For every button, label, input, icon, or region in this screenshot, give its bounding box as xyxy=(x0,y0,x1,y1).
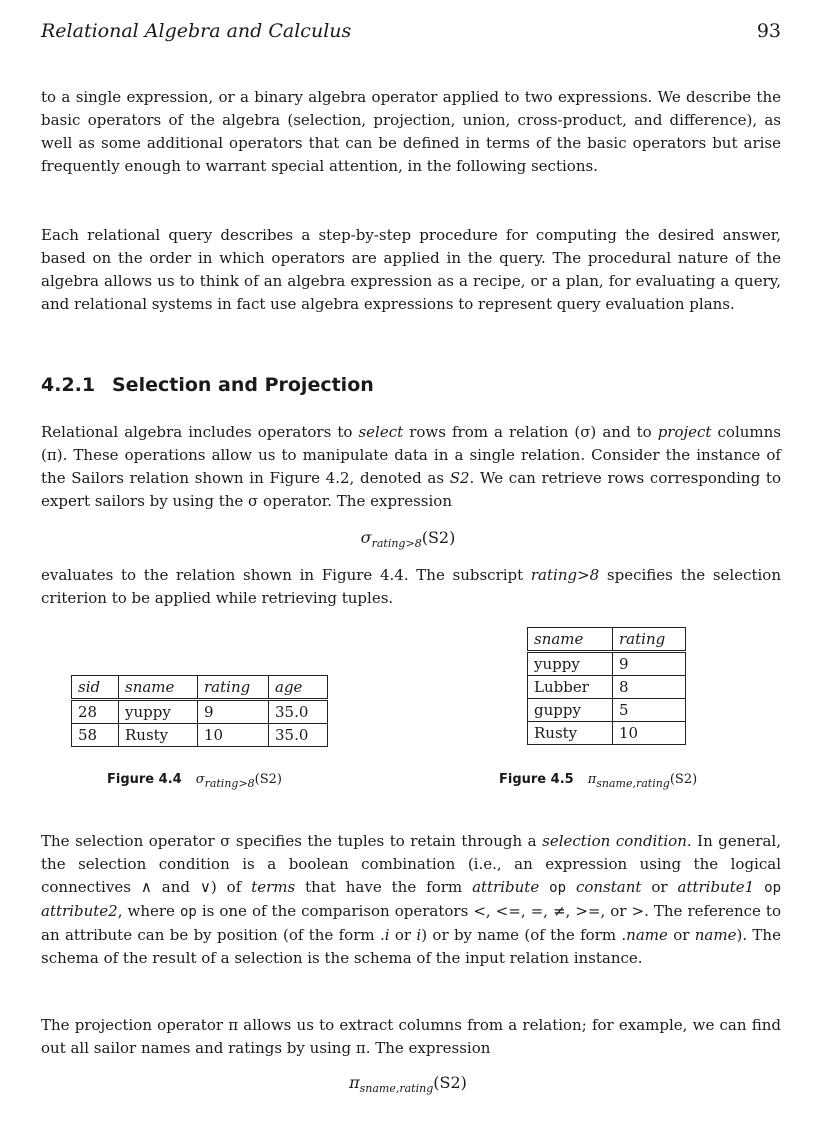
subscript: rating>8 xyxy=(371,537,422,550)
table-row xyxy=(528,676,686,699)
sigma-symbol: σ xyxy=(195,772,205,787)
table-cell: Lubber xyxy=(528,676,613,699)
text-run: or xyxy=(641,878,678,896)
running-title: Relational Algebra and Calculus xyxy=(41,20,352,42)
text-run: specifies the selection criterion to be applied while retrieving tuples. xyxy=(41,566,781,607)
header-cell: sid xyxy=(72,676,119,700)
paragraph-procedure: Each relational query describes a step-by-step procedure for computing the desired answer, based on the order in which operators are applied in the query. The procedural nature of the algebra allows us to think of an algebra expression as a recipe, or a plan, for evaluating a query, and relational systems in fact use algebra expressions to represent query evaluation plans. xyxy=(41,226,781,313)
text-run: In general, the selection condition is a boolean combination (i.e., an expression using the logical connectives ∧ and ∨) of xyxy=(41,832,781,896)
display-math-selection xyxy=(0,528,816,550)
math-argument: (S2) xyxy=(669,772,698,787)
text-run: or xyxy=(667,926,695,944)
emph-constant: constant xyxy=(575,878,642,896)
paragraph-evaluates xyxy=(41,564,781,610)
table-cell: 10 xyxy=(613,722,686,745)
emph-position: .i xyxy=(379,926,390,944)
table-row xyxy=(72,700,328,724)
emph-i: i xyxy=(416,926,422,944)
emph-select: select xyxy=(358,423,404,441)
paragraph-selection-operator xyxy=(41,830,781,970)
text-run: ) or by name (of the form xyxy=(421,926,622,944)
table-cell: yuppy xyxy=(528,652,613,676)
figure-4-4-table xyxy=(71,675,328,747)
text-run: The selection operator σ specifies the tuples to retain through a xyxy=(41,832,543,850)
emph-project: project xyxy=(657,423,712,441)
table-cell: yuppy xyxy=(119,700,198,724)
header-cell: age xyxy=(269,676,328,700)
table-header-row xyxy=(72,676,328,700)
table-row xyxy=(528,652,686,676)
text-run: columns (π). These operations allow us to manipulate data in a single relation. Consider the instance of the Sailors relation shown in Figure 4.2, denoted as xyxy=(41,423,781,487)
emph-subscript: rating>8 xyxy=(530,566,600,584)
figure-label: Figure 4.5 xyxy=(499,772,574,787)
table-cell: 10 xyxy=(198,724,269,747)
text-run: rows from a relation (σ) and to xyxy=(403,423,658,441)
sigma-symbol: σ xyxy=(360,528,372,547)
figure-4-5-caption xyxy=(499,772,697,790)
subscript: sname,rating xyxy=(596,777,670,790)
header-cell: sname xyxy=(528,628,613,652)
section-title: Selection and Projection xyxy=(112,374,374,396)
pi-symbol: π xyxy=(587,772,597,787)
page-number: 93 xyxy=(756,20,781,42)
emph-name: name xyxy=(694,926,737,944)
figure-label: Figure 4.4 xyxy=(107,772,182,787)
table-cell: Rusty xyxy=(528,722,613,745)
table-cell: 35.0 xyxy=(269,724,328,747)
pi-symbol: π xyxy=(349,1073,360,1092)
paragraph-projection-operator: The projection operator π allows us to extract columns from a relation; for example, we can find out all sailor names and ratings by using π. The expression xyxy=(41,1016,781,1057)
table-cell: Rusty xyxy=(119,724,198,747)
header-cell: sname xyxy=(119,676,198,700)
paragraph-intro: to a single expression, or a binary algebra operator applied to two expressions. We describe the basic operators of the algebra (selection, projection, union, cross-product, and difference), as well as some additional operators that can be defined in terms of the basic operators but arise frequently enough to warrant special attention, in the following sections. xyxy=(41,88,781,175)
table-cell: 28 xyxy=(72,700,119,724)
table-cell: guppy xyxy=(528,699,613,722)
emph-s2: S2 xyxy=(449,469,470,487)
emph-attribute2: attribute2 xyxy=(41,902,118,920)
page-header xyxy=(41,20,781,48)
table-cell: 9 xyxy=(198,700,269,724)
paragraph-selection-intro xyxy=(41,421,781,513)
code-op: op xyxy=(764,880,782,896)
text-run: evaluates to the relation shown in Figure 4.4. The subscript xyxy=(41,566,531,584)
emph-attribute1: attribute1 xyxy=(677,878,755,896)
subscript: sname,rating xyxy=(359,1082,434,1095)
header-cell: rating xyxy=(613,628,686,652)
emph-selection-condition: selection condition. xyxy=(542,832,692,850)
section-number: 4.2.1 xyxy=(41,374,96,396)
text-run: , where xyxy=(117,902,180,920)
math-argument: (S2) xyxy=(254,772,282,787)
table-cell: 58 xyxy=(72,724,119,747)
emph-terms: terms xyxy=(251,878,296,896)
table-header-row xyxy=(528,628,686,652)
code-op: op xyxy=(179,904,197,920)
subscript: rating>8 xyxy=(204,777,255,790)
emph-dotname: .name xyxy=(621,926,668,944)
text-run: Relational algebra includes operators to xyxy=(41,423,359,441)
math-argument: (S2) xyxy=(433,1073,467,1092)
figure-4-5-table xyxy=(527,627,686,745)
figure-4-4-caption xyxy=(107,772,282,790)
emph-attribute: attribute xyxy=(472,878,540,896)
text-run: or xyxy=(389,926,417,944)
code-op: op xyxy=(549,880,567,896)
table-cell: 8 xyxy=(613,676,686,699)
table-cell: 5 xyxy=(613,699,686,722)
math-argument: (S2) xyxy=(421,528,456,547)
table-cell: 9 xyxy=(613,652,686,676)
text-run: ). The schema of the result of a selection is the schema of the input relation instance. xyxy=(41,926,781,967)
text-run: that have the form xyxy=(295,878,473,896)
table-row xyxy=(528,699,686,722)
text-run: . We can retrieve rows corresponding to expert sailors by using the σ operator. The expression xyxy=(41,469,781,510)
table-row xyxy=(528,722,686,745)
section-heading xyxy=(41,374,374,396)
display-math-projection xyxy=(0,1073,816,1095)
table-cell: 35.0 xyxy=(269,700,328,724)
text-run: is one of the comparison operators <, <=, =, ≠, >=, or >. The reference to an attribute can be by position (of the form xyxy=(41,902,781,944)
table-row xyxy=(72,724,328,747)
header-cell: rating xyxy=(198,676,269,700)
